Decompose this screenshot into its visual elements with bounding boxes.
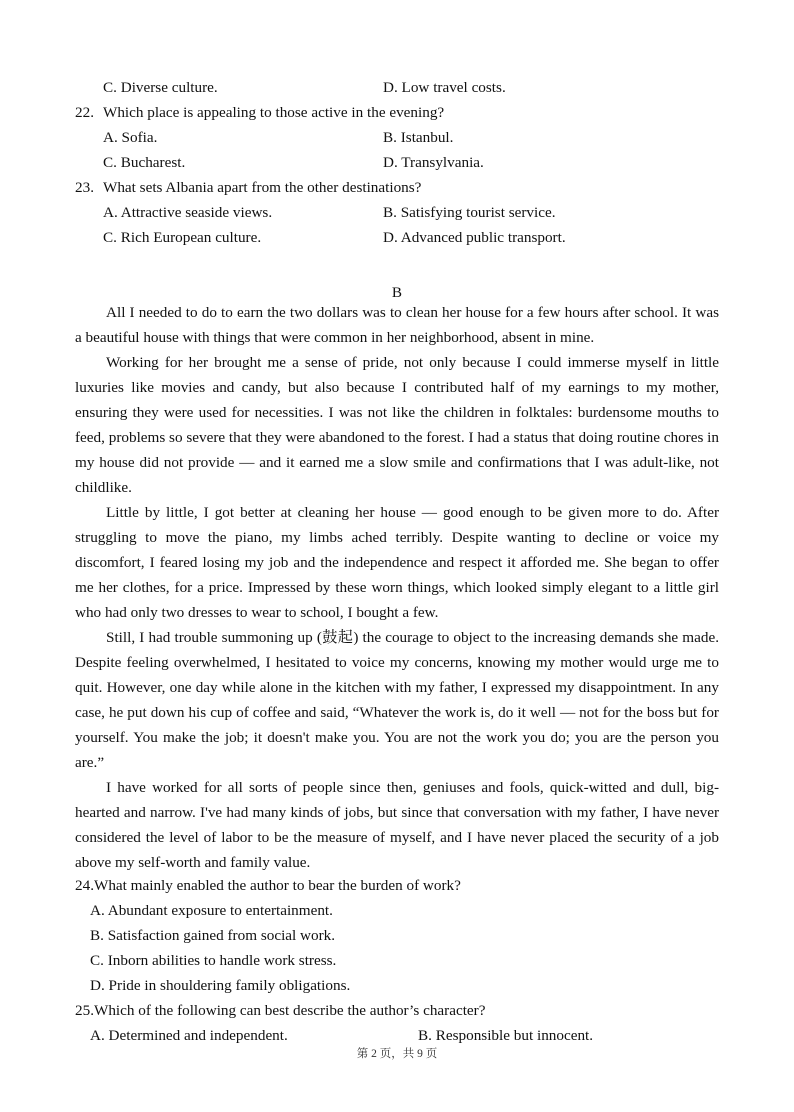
passage-paragraph-4: Still, I had trouble summoning up (鼓起) the courage to object to the increasing demands she made. Despite feeling overwhelmed, I hesitated to voice my concerns, knowing my mother would urge me to quit. However, one day while alone in the kitchen with my father, I expressed my disappointment. In any case, he put down his cup of coffee and said, “Whatever the work is, do it well — not for the boss but for yourself. You make the job; it doesn't make you. You are not the work you do; you are the person you are.”	[75, 629, 719, 771]
q25-option-a: A. Determined and independent.	[90, 1027, 288, 1044]
q25-stem: 25.Which of the following can best describe the author’s character?	[75, 1002, 486, 1019]
q21-option-c: C. Diverse culture.	[103, 79, 218, 96]
q22-number: 22.	[75, 104, 94, 121]
q24-stem: 24.What mainly enabled the author to bear the burden of work?	[75, 877, 461, 894]
q24-option-c: C. Inborn abilities to handle work stress.	[90, 952, 337, 969]
section-heading: B	[391, 284, 403, 301]
passage-paragraph-2: Working for her brought me a sense of pride, not only because I could immerse myself in little luxuries like movies and candy, but also because I contributed half of my earnings to my mother, ensuring they were used for necessities. I was not like the children in folktales: burdensome mouths to feed, problems so severe that they were abandoned to the forest. I had a status that doing routine chores in my house did not provide — and it earned me a slow smile and confirmations that I was adult-like, not childlike.	[75, 354, 720, 496]
q22-option-d: D. Transylvania.	[383, 154, 484, 171]
q23-number: 23.	[75, 179, 94, 196]
passage-paragraph-1: All I needed to do to earn the two dollars was to clean her house for a few hours after school. It was a beautiful house with things that were common in her neighborhood, absent in mine.	[75, 304, 719, 346]
q24-option-a: A. Abundant exposure to entertainment.	[90, 902, 333, 919]
q23-stem: What sets Albania apart from the other destinations?	[103, 179, 422, 196]
q22-option-c: C. Bucharest.	[103, 154, 186, 171]
q24-option-d: D. Pride in shouldering family obligations.	[90, 977, 351, 994]
q22-option-b: B. Istanbul.	[383, 129, 454, 146]
page-footer: 第 2 页，共 9 页	[356, 1048, 438, 1060]
passage-paragraph-3: Little by little, I got better at cleaning her house — good enough to be given more to do. After struggling to move the piano, my limbs ached terribly. Despite wanting to decline or voice my discomfort, I feared losing my job and the independence and respect it afforded me. She began to offer me her clothes, for a price. Impressed by these worn things, which looked simply elegant to a little girl who had only two dresses to wear to school, I bought a few.	[75, 504, 719, 621]
q23-option-a: A. Attractive seaside views.	[103, 204, 273, 221]
q24-option-b: B. Satisfaction gained from social work.	[90, 927, 336, 944]
q25-option-b: B. Responsible but innocent.	[418, 1027, 594, 1044]
q22-stem: Which place is appealing to those active in the evening?	[103, 104, 445, 121]
q23-option-b: B. Satisfying tourist service.	[383, 204, 556, 221]
passage-paragraph-5: I have worked for all sorts of people since then, geniuses and fools, quick-witted and dull, big-hearted and narrow. I've had many kinds of jobs, but since that conversation with my father, I have never considered the level of labor to be the measure of myself, and I have never placed the security of a job above my self-worth and family value.	[75, 779, 719, 871]
q23-option-c: C. Rich European culture.	[103, 229, 262, 246]
q21-option-d: D. Low travel costs.	[383, 79, 506, 96]
q22-option-a: A. Sofia.	[103, 129, 158, 146]
q23-option-d: D. Advanced public transport.	[383, 229, 566, 246]
